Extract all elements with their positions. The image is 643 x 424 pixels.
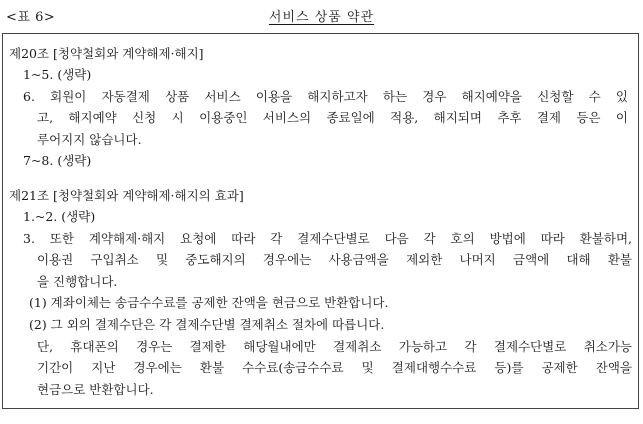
article20-item-1-5: 1~5. (생략) [23,67,92,82]
article20-heading: 제20조 [청약철회와 계약해제·해지] [9,46,204,61]
table-label: <표 6> [6,10,56,25]
article21-note-line3: 현금으로 반환합니다. [37,382,154,397]
article21-item-3-line2: 이용권 구입취소 및 중도해지의 경우에는 사용금액을 제외한 나머지 금액에 대해 환불 [37,252,632,267]
article21-note-line1: 단, 휴대폰의 경우는 결제한 해당월내에만 결제취소 가능하고 각 결제수단별로 취소가능 [37,339,632,354]
article21-sub-item-1: (1) 계좌이체는 송금수수료를 공제한 잔액을 현금으로 반환합니다. [29,295,389,310]
document-title: 서비스 상품 약관 [268,10,375,25]
article20-item-6-line2: 고, 해지예약 신청 시 이용중인 서비스의 종료일에 적용, 해지되며 추후 결제 등은 이 [37,110,628,125]
article21-note-line2: 기간이 지난 경우에는 환불 수수료(송금수수료 및 결제대행수수료 등)를 공제한 잔액을 [37,360,632,375]
article21-item-3-line3: 을 진행합니다. [37,274,118,289]
article21-item-3-line1: 3. 또한 계약해제·해지 요청에 따라 각 결제수단별로 다음 각 호의 방법에 따라 환불하며, [23,231,632,246]
article20-item-6-line1: 6. 회원이 자동결제 상품 서비스 이용을 해지하고자 하는 경우 해지예약을 신청할 수 있 [23,89,628,104]
terms-box [2,33,639,409]
article20-item-7-8: 7~8. (생략) [23,153,92,168]
article21-heading: 제21조 [청약철회와 계약해제·해지의 효과] [9,188,244,203]
article20-item-6-line3: 루어지지 않습니다. [37,132,142,147]
article21-item-1-2: 1.~2. (생략) [23,209,96,224]
document-header [0,6,643,28]
article21-sub-item-2: (2) 그 외의 결제수단은 각 결제수단별 결제취소 절차에 따릅니다. [29,317,385,332]
